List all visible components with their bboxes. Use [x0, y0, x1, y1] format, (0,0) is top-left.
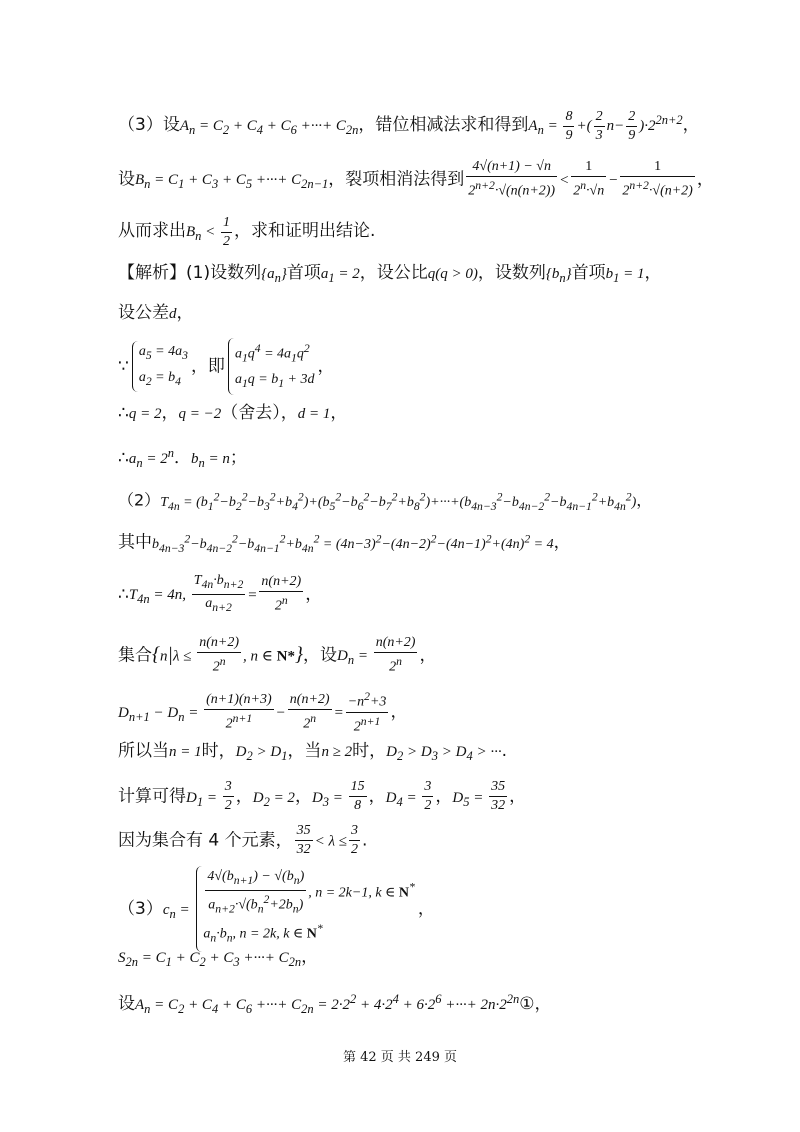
- line-7: ∴q = 2，q = −2（舍去），d = 1，: [118, 403, 348, 423]
- line-18: $S_{2n} = C_1 + C_2 + C_3$ +···+ $C_{2n}$，: [118, 947, 319, 969]
- line-8: $\therefore a_n = 2^n$．$b_n = n$；: [118, 446, 247, 470]
- formula-split-mid: $\frac{1}{2^n\cdot√n}$: [573, 159, 605, 199]
- system-1: $a_5 = 4a_3$ $a_2 = b_4$: [132, 341, 188, 393]
- line-13: $D_{n+1} - D_n$ = $\frac{(n+1)(n+3)}{2^{n+1}}$ − $\frac{n(n+2)}{2^n}$ = $\frac{-n^2+3}{2^{n+1}}$ ，: [118, 690, 408, 735]
- line-17: $(3)c_n$ = $\frac{4√(b_{n+1}) - √(b_n)}{a_{n+2}\cdot√(b_n^2+2b_n)}$ , n = 2k−1, k ∈ N* $a_n\cdot b_n$, n = 2k, k ∈ N* ，: [118, 866, 435, 952]
- line-11: $\therefore T_{4n} = 4n$, $\frac{T_{4n}\cdot b_{n+2}}{a_{n+2}}$ = $\frac{n(n+2)}{2^n}$ ，: [118, 573, 323, 614]
- line-19: 设$A_n = C_2 + C_4 + C_6$ +···+ $C_{2n} = 2\cdot 2^2 + 4\cdot 2^4 + 6\cdot 2^6$ +···+ $2n\cdot 2^{2n}①$，: [118, 992, 552, 1016]
- formula-Bn-bound: $B_n$ < $\frac{1}{2}$: [186, 215, 231, 249]
- line-14: 所以当n = 1时，$D_2 > D_1$，当n ≥ 2时，$D_2 > D_3 > D_4$ > ···.: [118, 741, 507, 763]
- line-6: ∵ $a_5 = 4a_3$ $a_2 = b_4$ ，即 $a_1q^4 = 4a_1q^2$ $a_1q = b_1 + 3d$ ，: [118, 338, 335, 395]
- line-5: 设公差d，: [118, 303, 194, 323]
- formula-split-lhs: $\frac{4√(n+1) - √n}{2^{n+2}\cdot√(n(n+2))}$: [468, 159, 556, 199]
- line-1: （3）设$A_n = C_2 + C_4 + C_6$ +···+ $C_{2n}$，错位相减法求和得到$A_n$ = $\frac{8}{9}$ +( $\frac{2}{3}$ n− $\frac{2}{9}$ )$\cdot 2^{2n+2}$，: [118, 109, 700, 143]
- line-4: 【解析】(1)设数列$\{a_n\}$首项$a_1 = 2$，设公比q(q > 0)，设数列$\{b_n\}$首项$b_1 = 1$，: [118, 263, 662, 285]
- circled-one: ①: [519, 994, 535, 1014]
- formula-Bn-def: $B_n = C_1 + C_3 + C_5$ +···+ $C_{2n-1}$: [135, 172, 329, 192]
- line-10: 其中$b_{4n-3}^2-b_{4n-2}^2-b_{4n-1}^2+b_{4n}^2 = (4n-3)^2-(4n-2)^2-(4n-1)^2+(4n)^2 = 4$，: [118, 532, 571, 555]
- line-2: 设$B_n = C_1 + C_3 + C_5$ +···+ $C_{2n-1}$，裂项相消法得到 $\frac{4√(n+1) - √n}{2^{n+2}\cdot√(n(n+2))}$ < $\frac{1}{2^n\cdot√n}$ − $\frac{1}{2^{n+2}\cdot√(n+2)}$ ，: [118, 159, 714, 199]
- system-2: $a_1q^4 = 4a_1q^2$ $a_1q = b_1 + 3d$: [228, 338, 315, 395]
- line-12: 集合{n|λ ≤ $\frac{n(n+2)}{2^n}$ , n ∈ N*}，设$D_n$ = $\frac{n(n+2)}{2^n}$ ，: [118, 635, 437, 675]
- line-16: 因为集合有 4 个元素， $\frac{35}{32}$ < λ ≤ $\frac{3}{2}$ .: [118, 823, 368, 857]
- formula-split-rhs: $\frac{1}{2^{n+2}\cdot√(n+2)}$: [622, 159, 693, 199]
- line-15: 计算可得$D_1$ = $\frac{3}{2}$ ，$D_2 = 2$，$D_3$ = $\frac{15}{8}$ ，$D_4$ = $\frac{3}{2}$ ，$D_5$ = $\frac{35}{32}$ ，: [118, 779, 527, 813]
- page-footer: 第 42 页 共 249 页: [342, 1050, 458, 1065]
- system-cn: $\frac{4√(b_{n+1}) - √(b_n)}{a_{n+2}\cdot√(b_n^2+2b_n)}$ , n = 2k−1, k ∈ N* $a_n\cdot b_n$, n = 2k, k ∈ N*: [196, 866, 415, 952]
- formula-An-result: $A_n$ = $\frac{8}{9}$ +( $\frac{2}{3}$ n− $\frac{2}{9}$ )$\cdot 2^{2n+2}$: [528, 109, 683, 143]
- line-3: 从而求出$B_n$ < $\frac{1}{2}$ ，求和证明出结论.: [118, 215, 376, 249]
- formula-An-def: $A_n = C_2 + C_4 + C_6$ +···+ $C_{2n}$: [179, 117, 359, 137]
- line-9: $(2)T_{4n} = (b_1^2-b_2^2-b_3^2+b_4^2)+(b_5^2-b_6^2-b_7^2+b_8^2)+\cdot\cdot\cdot+(b_{4n-3}^2-b_{4n-2}^2-b_{4n-1}^2+b_{4n}^2)$，: [118, 490, 653, 513]
